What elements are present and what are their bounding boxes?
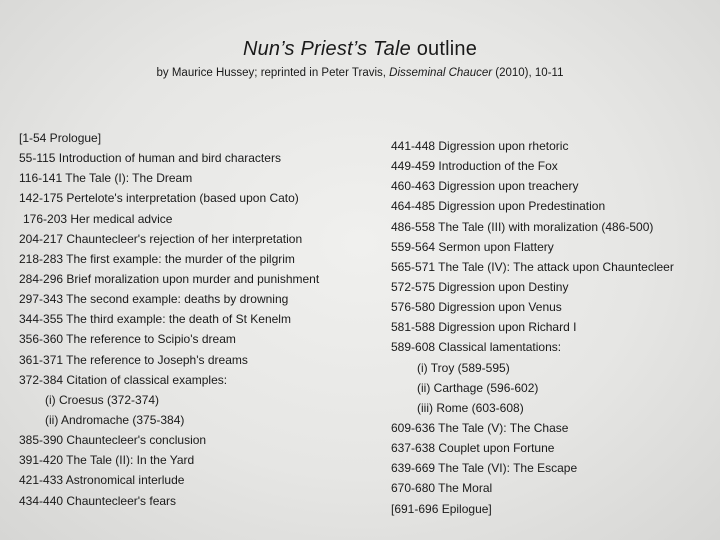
outline-line: 559-564 Sermon upon Flattery xyxy=(391,239,554,254)
page-subtitle xyxy=(0,66,720,80)
outline-line: 116-141 The Tale (I): The Dream xyxy=(19,171,193,186)
outline-line: 460-463 Digression upon treachery xyxy=(391,179,579,194)
outline-line: 176-203 Her medical advice xyxy=(23,211,173,226)
outline-line: 142-175 Pertelote's interpretation (based upon Cato) xyxy=(19,191,299,206)
title-italic: Nun’s Priest’s Tale xyxy=(242,38,411,60)
outline-line: 356-360 The reference to Scipio's dream xyxy=(19,332,236,347)
outline-line: [691-696 Epilogue] xyxy=(391,501,492,516)
outline-line: 361-371 The reference to Joseph's dreams xyxy=(19,352,248,367)
subtitle-italic: Disseminal Chaucer xyxy=(389,67,493,79)
outline-line: 589-608 Classical lamentations: xyxy=(391,340,562,355)
outline-subline: (ii) Andromache (375-384) xyxy=(45,412,185,427)
outline-line: 572-575 Digression upon Destiny xyxy=(391,279,569,294)
outline-line: 670-680 The Moral xyxy=(391,481,493,496)
outline-subline: (i) Troy (589-595) xyxy=(417,360,510,375)
outline-subline: (iii) Rome (603-608) xyxy=(417,400,524,415)
outline-right-column xyxy=(391,136,674,519)
outline-line: 441-448 Digression upon rhetoric xyxy=(391,139,569,153)
page-title xyxy=(0,36,720,62)
outline-line: 565-571 The Tale (IV): The attack upon Chauntecleer xyxy=(391,259,674,274)
outline-subline: (ii) Carthage (596-602) xyxy=(417,380,539,395)
outline-line: 344-355 The third example: the death of St Kenelm xyxy=(19,312,291,327)
outline-line: 204-217 Chauntecleer's rejection of her interpretation xyxy=(19,231,303,246)
outline-line: 297-343 The second example: deaths by drowning xyxy=(19,292,289,307)
outline-line: 218-283 The first example: the murder of the pilgrim xyxy=(19,251,295,266)
outline-line: 639-669 The Tale (VI): The Escape xyxy=(391,461,578,476)
outline-line: 449-459 Introduction of the Fox xyxy=(391,159,558,174)
outline-line: 55-115 Introduction of human and bird characters xyxy=(19,151,281,166)
outline-line: 385-390 Chauntecleer's conclusion xyxy=(19,433,207,448)
outline-line: 637-638 Couplet upon Fortune xyxy=(391,441,555,456)
outline-line: 372-384 Citation of classical examples: xyxy=(19,372,228,387)
outline-line: 391-420 The Tale (II): In the Yard xyxy=(19,453,195,468)
outline-line: 609-636 The Tale (V): The Chase xyxy=(391,420,569,435)
outline-line: 576-580 Digression upon Venus xyxy=(391,300,562,315)
subtitle-after: (2010), 10-11 xyxy=(492,67,564,79)
outline-subline: (i) Croesus (372-374) xyxy=(45,392,160,407)
outline-line: [1-54 Prologue] xyxy=(19,131,102,145)
outline-line: 581-588 Digression upon Richard I xyxy=(391,320,577,335)
outline-line: 421-433 Astronomical interlude xyxy=(19,473,185,488)
outline-left-column xyxy=(19,128,319,511)
outline-line: 464-485 Digression upon Predestination xyxy=(391,199,606,214)
title-rest: outline xyxy=(410,38,478,60)
subtitle-before: by Maurice Hussey; reprinted in Peter Travis, xyxy=(156,67,390,79)
outline-line: 486-558 The Tale (III) with moralization (486-500) xyxy=(391,219,654,234)
outline-line: 284-296 Brief moralization upon murder and punishment xyxy=(19,271,320,286)
outline-line: 434-440 Chauntecleer's fears xyxy=(19,493,177,508)
